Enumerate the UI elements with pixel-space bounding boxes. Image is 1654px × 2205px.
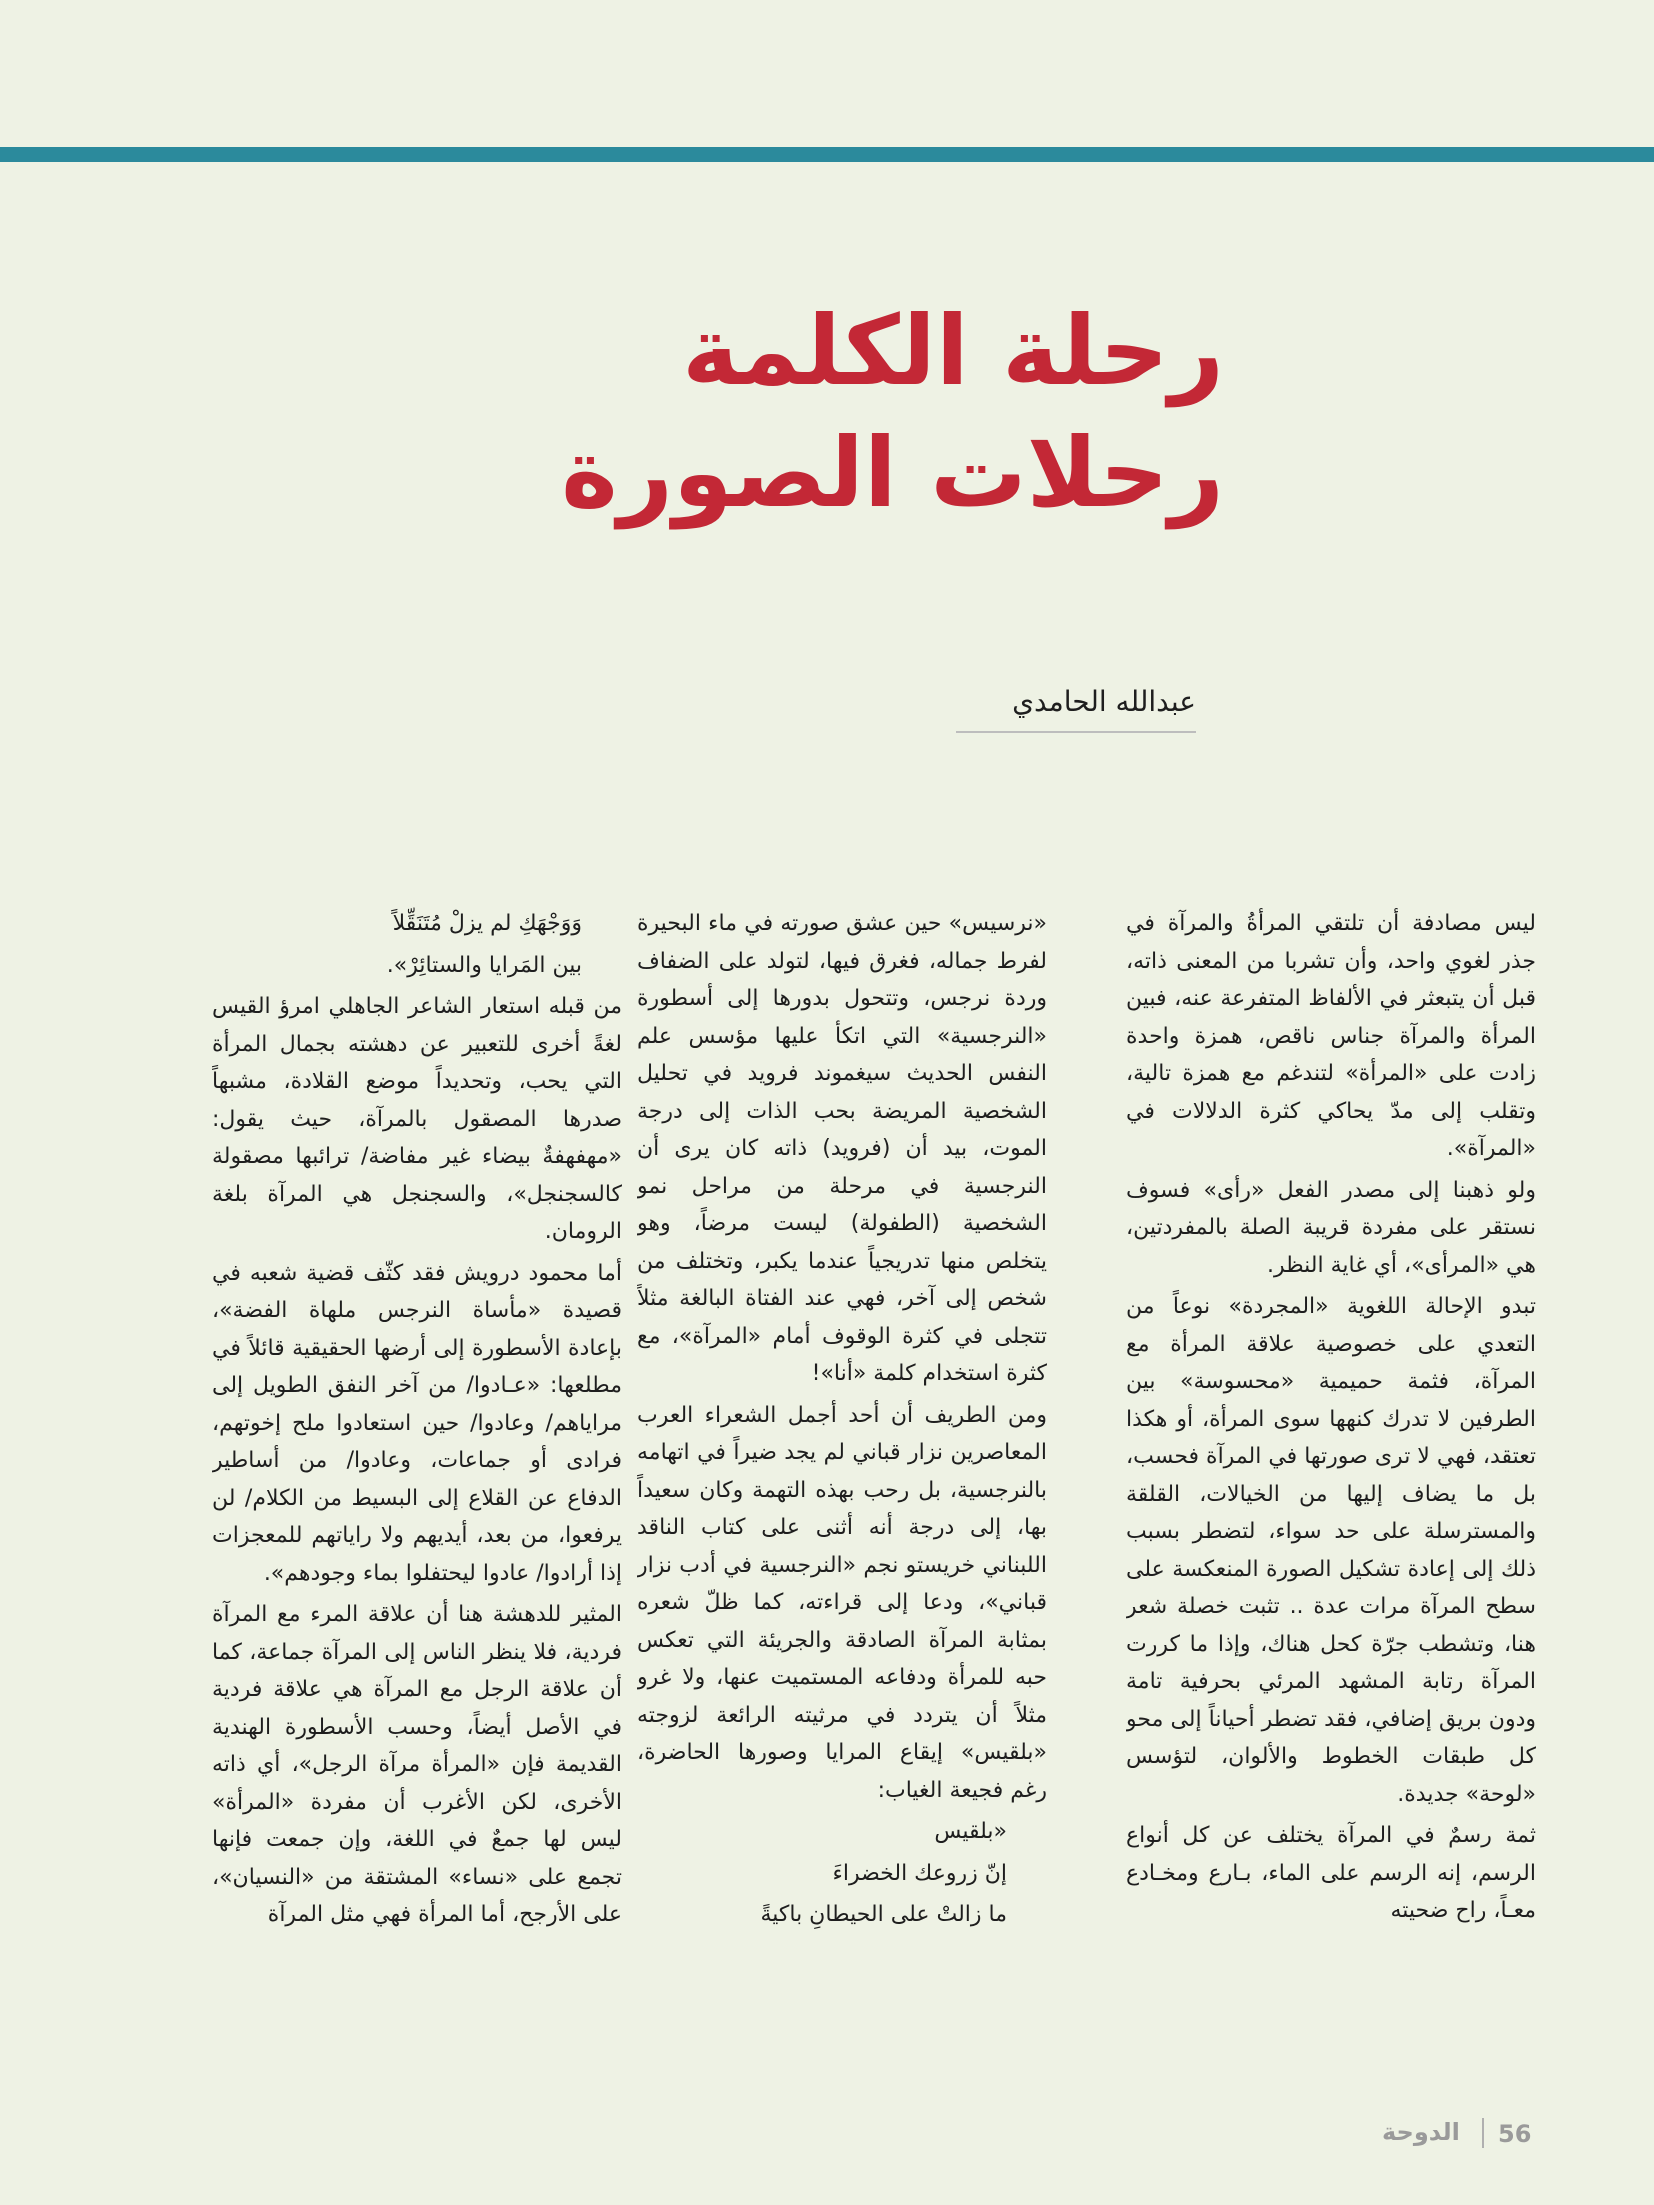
page-number: 56 [1498,2120,1532,2148]
paragraph: ثمة رسمٌ في المرآة يختلف عن كل أنواع الرسم، إنه الرسم على الماء، بـارع ومخـادع معـاً، راح ضحيته [1126,1823,1536,1923]
paragraph: ولو ذهبنا إلى مصدر الفعل «رأى» فسوف نستقر على مفردة قريبة الصلة بالمفردتين، هي «المرأى»، أي غاية النظر. [1126,1177,1536,1278]
poem-line: إنّ زروعك الخضراءَ [832,1860,1007,1886]
article-title [324,290,1224,534]
paragraph: تبدو الإحالة اللغوية «المجردة» نوعاً من التعدي على خصوصية علاقة المرأة مع المرآة، فثمة حميمية «محسوسة» بين الطرفين لا تدرك كنهها سوى المرأة، أو هكذا تعتقد، فهي لا ترى صورتها في المرآة فحسب، بل ما يضاف إليها من الخيالات، القلقة والمسترسلة على حد سواء، لتضطر بسبب ذلك إلى إعادة تشكيل الصورة المنعكسة على سطح المرآة مرات عدة .. تثبت خصلة شعر هنا، وتشطب جرّة كحل هناك، وإذا ما كررت المرآة رتابة المشهد المرئي بحرفية تامة ودون بريق إضافي، فقد تضطر أحياناً إلى محو كل طبقات الخطوط والألوان، لتؤسس «لوحة» جديدة. [1126,1294,1536,1807]
title-line-2: رحلات الصورة [561,417,1224,529]
poem-line: «بلقيس [934,1819,1007,1844]
author-underline [956,731,1196,733]
header-accent-bar [0,147,1654,162]
paragraph: المثير للدهشة هنا أن علاقة المرء مع المرآة فردية، فلا ينظر الناس إلى المرآة جماعة، كما أن علاقة الرجل مع المرآة هي علاقة فردية في الأصل أيضاً، وحسب الأسطورة الهندية القديمة فإن «المرأة مرآة الرجل»، أي ذاته الأخرى، لكن الأغرب أن مفردة «المرأة» ليس لها جمعٌ في اللغة، وإن جمعت فإنها تجمع على «نساء» المشتقة من «النسيان»، على الأرجح، أما المرأة فهي مثل المرآة [212,1602,622,1927]
text-column-left [212,905,622,2055]
paragraph: ومن الطريف أن أحد أجمل الشعراء العرب المعاصرين نزار قباني لم يجد ضيراً في اتهامه بالنرجسية، بل رحب بهذه التهمة وكان سعيداً بها، إلى درجة أنه أثنى على كتاب الناقد اللبناني خريستو نجم «النرجسية في أدب نزار قباني»، ودعا إلى قراءته، كما ظلّ شعره بمثابة المرآة الصادقة والجريئة التي تعكس حبه للمرأة ودفاعه المستميت عنها، ولا غرو مثلاً أن يتردد في مرثيته الرائعة لزوجته «بلقيس» إيقاع المرايا وصورها الحاضرة، رغم فجيعة الغياب: [637,1402,1047,1803]
paragraph: ليس مصادفة أن تلتقي المرأةُ والمرآة في جذر لغوي واحد، وأن تشربا من المعنى ذاته، قبل أن يتبعثر في الألفاظ المتفرعة عنه، فبين المرأة والمرآة جناس ناقص، همزة واحدة زادت على «المرأة» لتندغم مع همزة تالية، وتقلب إلى مدّ يحاكي كثرة الدلالات في «المرآة». [1126,911,1536,1161]
poem-line: وَوَجْهَكِ لم يزلْ مُتَنَقِّلاً [392,911,582,936]
title-line-1: رحلة الكلمة [682,295,1224,407]
paragraph: أما محمود درويش فقد كثّف قضية شعبه في قصيدة «مأساة النرجس ملهاة الفضة»، بإعادة الأسطورة إلى أرضها الحقيقية قائلاً في مطلعها: «عـادوا/ من آخر النفق الطويل إلى مراياهم/ وعادوا/ حين استعادوا ملح إخوتهم، فرادى أو جماعات، وعادوا/ من أساطير الدفاع عن القلاع إلى البسيط من الكلام/ لن يرفعوا، من بعد، أيديهم ولا راياتهم للمعجزات إذا أرادوا/ عادوا ليحتفلوا بماء وجودهم». [212,1260,622,1586]
text-column-right [1126,905,1536,2055]
magazine-name: الدوحة [1382,2118,1460,2146]
poem-line: ما زالتْ على الحيطانِ باكيةً [760,1902,1007,1927]
author-name: عبدالله الحامدي [1012,685,1196,718]
folio-divider [1482,2118,1484,2148]
poem-line: بين المَرايا والستائِرْ». [386,952,582,978]
text-column-middle [637,905,1047,2055]
paragraph: من قبله استعار الشاعر الجاهلي امرؤ القيس لغةً أخرى للتعبير عن دهشته بجمال المرأة التي يحب، وتحديداً موضع القلادة، مشبهاً صدرها المصقول بالمرآة، حيث يقول: «مهفهفةٌ بيضاء غير مفاضة/ ترائبها مصقولة كالسجنجل»، والسجنجل هي المرآة بلغة الرومان. [212,994,622,1244]
paragraph: «نرسيس» حين عشق صورته في ماء البحيرة لفرط جماله، فغرق فيها، لتولد على الضفاف وردة نرجس، وتتحول بدورها إلى أسطورة «النرجسية» التي اتكأ عليها مؤسس علم النفس الحديث سيغموند فرويد في تحليل الشخصية المريضة بحب الذات إلى درجة الموت، بيد أن (فرويد) ذاته كان يرى أن النرجسية في مرحلة من مراحل نمو الشخصية (الطفولة) ليست مرضاً، وهو يتخلص منها تدريجياً عندما يكبر، وتختلف من شخص إلى آخر، فهي عند الفتاة البالغة مثلاً تتجلى في كثرة الوقوف أمام «المرآة»، مع كثرة استخدام كلمة «أنا»! [637,911,1047,1386]
